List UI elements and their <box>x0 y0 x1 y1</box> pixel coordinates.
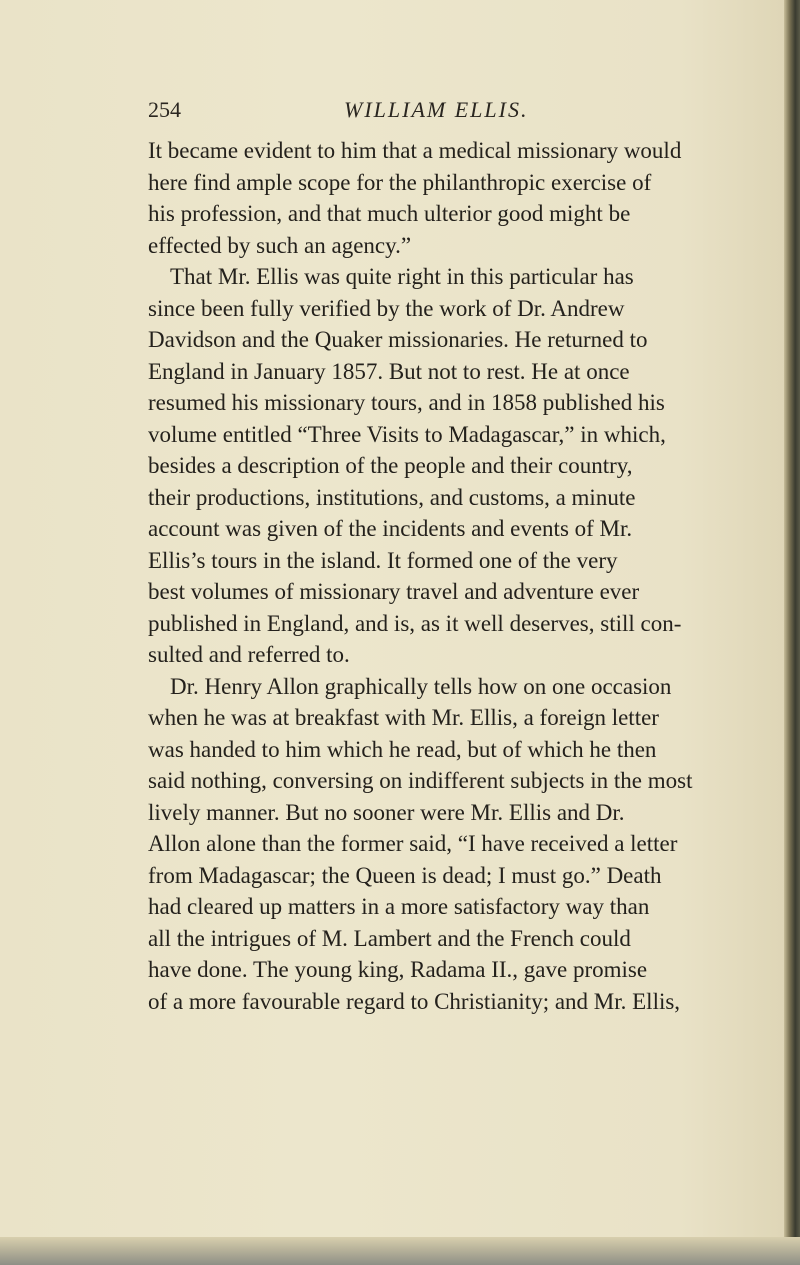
text-line: England in January 1857. But not to rest. He at once <box>148 358 630 384</box>
text-line: had cleared up matters in a more satisfactory way than <box>148 894 650 919</box>
text-line: sulted and referred to. <box>148 642 350 667</box>
text-line: since been fully verified by the work of Dr. Andrew <box>148 295 625 321</box>
page-number: 254 <box>148 97 181 122</box>
text-line: Allon alone than the former said, “I have received a letter <box>148 831 678 856</box>
text-line: have done. The young king, Radama II., gave promise <box>148 957 648 982</box>
text-line: published in England, and is, as it well deserves, still con- <box>148 610 682 636</box>
text-line: here find ample scope for the philanthropic exercise of <box>148 169 652 195</box>
text-line: volume entitled “Three Visits to Madagascar,” in which, <box>148 421 666 447</box>
text-line: of a more favourable regard to Christianity; and Mr. Ellis, <box>148 988 681 1014</box>
text-line: lively manner. But no sooner were Mr. Ellis and Dr. <box>148 799 625 825</box>
page-header <box>148 97 788 127</box>
text-line: best volumes of missionary travel and adventure ever <box>148 579 640 604</box>
text-line: said nothing, conversing on indifferent subjects in the most <box>148 768 693 793</box>
text-line: all the intrigues of M. Lambert and the French could <box>148 925 631 951</box>
text-line: That Mr. Ellis was quite right in this particular has <box>170 264 634 289</box>
text-line: effected by such an agency.” <box>148 232 412 258</box>
text-line: Dr. Henry Allon graphically tells how on one occasion <box>170 673 672 699</box>
text-line: from Madagascar; the Queen is dead; I must go.” Death <box>148 862 662 888</box>
text-line: his profession, and that much ulterior good might be <box>148 201 631 226</box>
body-text <box>148 135 788 1017</box>
text-line: resumed his missionary tours, and in 1858 published his <box>148 390 665 415</box>
text-line: It became evident to him that a medical missionary would <box>148 138 682 163</box>
text-line: when he was at breakfast with Mr. Ellis, a foreign letter <box>148 705 659 730</box>
running-head: WILLIAM ELLIS. <box>344 97 529 122</box>
text-line: besides a description of the people and their country, <box>148 453 633 478</box>
text-line: their productions, institutions, and customs, a minute <box>148 484 636 510</box>
page-bottom-shadow <box>0 1237 800 1265</box>
text-line: Davidson and the Quaker missionaries. He returned to <box>148 327 648 352</box>
text-line: was handed to him which he read, but of which he then <box>148 736 657 762</box>
text-line: account was given of the incidents and events of Mr. <box>148 516 633 541</box>
text-line: Ellis’s tours in the island. It formed one of the very <box>148 547 618 573</box>
